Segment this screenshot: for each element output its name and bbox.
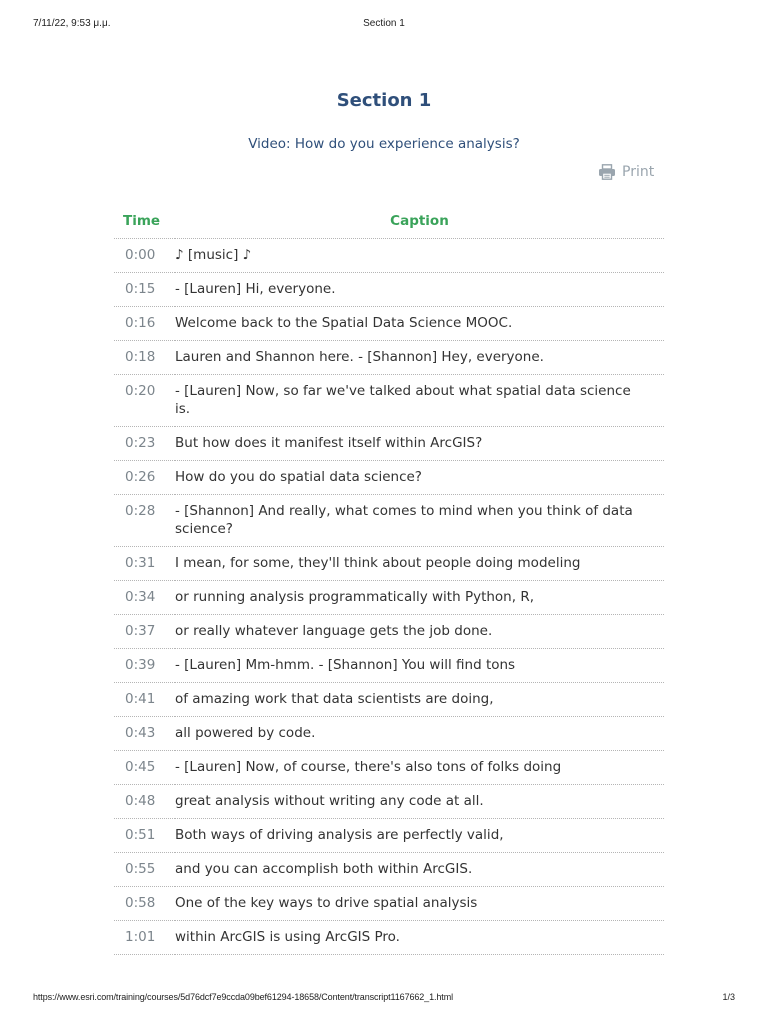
- row-time: 0:20: [114, 375, 175, 427]
- row-time: 0:45: [114, 751, 175, 785]
- time-column-header: Time: [114, 204, 175, 239]
- print-doc-title: Section 1: [363, 18, 405, 29]
- row-time: 0:28: [114, 495, 175, 547]
- table-row: [114, 273, 664, 307]
- table-row: [114, 717, 664, 751]
- row-time: 0:31: [114, 547, 175, 581]
- row-time: 0:55: [114, 853, 175, 887]
- row-time: 0:58: [114, 887, 175, 921]
- print-header: [0, 18, 768, 32]
- row-time: 0:23: [114, 427, 175, 461]
- row-caption: - [Lauren] Now, so far we've talked about what spatial data science is.: [175, 375, 664, 427]
- print-date: 7/11/22, 9:53 μ.μ.: [33, 18, 111, 29]
- row-caption: - [Lauren] Now, of course, there's also tons of folks doing: [175, 751, 664, 785]
- row-caption: One of the key ways to drive spatial analysis: [175, 887, 664, 921]
- row-time: 0:15: [114, 273, 175, 307]
- row-caption: - [Shannon] And really, what comes to mind when you think of data science?: [175, 495, 664, 547]
- row-caption: and you can accomplish both within ArcGIS.: [175, 853, 664, 887]
- table-row: [114, 547, 664, 581]
- row-time: 0:43: [114, 717, 175, 751]
- row-caption: - [Lauren] Mm-hmm. - [Shannon] You will find tons: [175, 649, 664, 683]
- row-caption: or really whatever language gets the job done.: [175, 615, 664, 649]
- row-time: 0:51: [114, 819, 175, 853]
- print-button[interactable]: [598, 162, 654, 182]
- table-row: [114, 819, 664, 853]
- row-caption: all powered by code.: [175, 717, 664, 751]
- table-row: [114, 461, 664, 495]
- page-url: https://www.esri.com/training/courses/5d76dcf7e9ccda09bef61294-18658/Content/transcript1167662_1.html: [33, 992, 453, 1002]
- row-caption: Lauren and Shannon here. - [Shannon] Hey, everyone.: [175, 341, 664, 375]
- table-row: [114, 853, 664, 887]
- video-title: Video: How do you experience analysis?: [248, 136, 520, 152]
- row-caption: of amazing work that data scientists are doing,: [175, 683, 664, 717]
- table-row: [114, 341, 664, 375]
- row-time: 0:39: [114, 649, 175, 683]
- table-row: [114, 495, 664, 547]
- printer-icon: [598, 164, 616, 180]
- row-time: 1:01: [114, 921, 175, 955]
- row-caption: - [Lauren] Hi, everyone.: [175, 273, 664, 307]
- table-row: [114, 887, 664, 921]
- print-label: Print: [622, 164, 655, 180]
- row-time: 0:26: [114, 461, 175, 495]
- row-caption: Both ways of driving analysis are perfectly valid,: [175, 819, 664, 853]
- table-row: [114, 375, 664, 427]
- row-caption: I mean, for some, they'll think about people doing modeling: [175, 547, 664, 581]
- table-row: [114, 683, 664, 717]
- row-time: 0:18: [114, 341, 175, 375]
- row-time: 0:00: [114, 239, 175, 273]
- table-row: [114, 615, 664, 649]
- row-caption: ♪ [music] ♪: [175, 239, 664, 273]
- page-number: 1/3: [722, 992, 735, 1002]
- row-caption: Welcome back to the Spatial Data Science MOOC.: [175, 307, 664, 341]
- transcript-table: [114, 204, 664, 955]
- print-footer: [0, 992, 768, 1006]
- row-time: 0:37: [114, 615, 175, 649]
- row-caption: within ArcGIS is using ArcGIS Pro.: [175, 921, 664, 955]
- row-time: 0:41: [114, 683, 175, 717]
- table-row: [114, 785, 664, 819]
- table-row: [114, 751, 664, 785]
- row-caption: great analysis without writing any code at all.: [175, 785, 664, 819]
- section-title: Section 1: [336, 90, 432, 111]
- table-row: [114, 921, 664, 955]
- table-row: [114, 239, 664, 273]
- table-header-row: [114, 204, 664, 239]
- table-row: [114, 307, 664, 341]
- row-caption: or running analysis programmatically with Python, R,: [175, 581, 664, 615]
- row-caption: How do you do spatial data science?: [175, 461, 664, 495]
- row-time: 0:48: [114, 785, 175, 819]
- table-row: [114, 649, 664, 683]
- row-time: 0:16: [114, 307, 175, 341]
- table-row: [114, 427, 664, 461]
- table-row: [114, 581, 664, 615]
- row-time: 0:34: [114, 581, 175, 615]
- caption-column-header: Caption: [175, 204, 664, 239]
- row-caption: But how does it manifest itself within ArcGIS?: [175, 427, 664, 461]
